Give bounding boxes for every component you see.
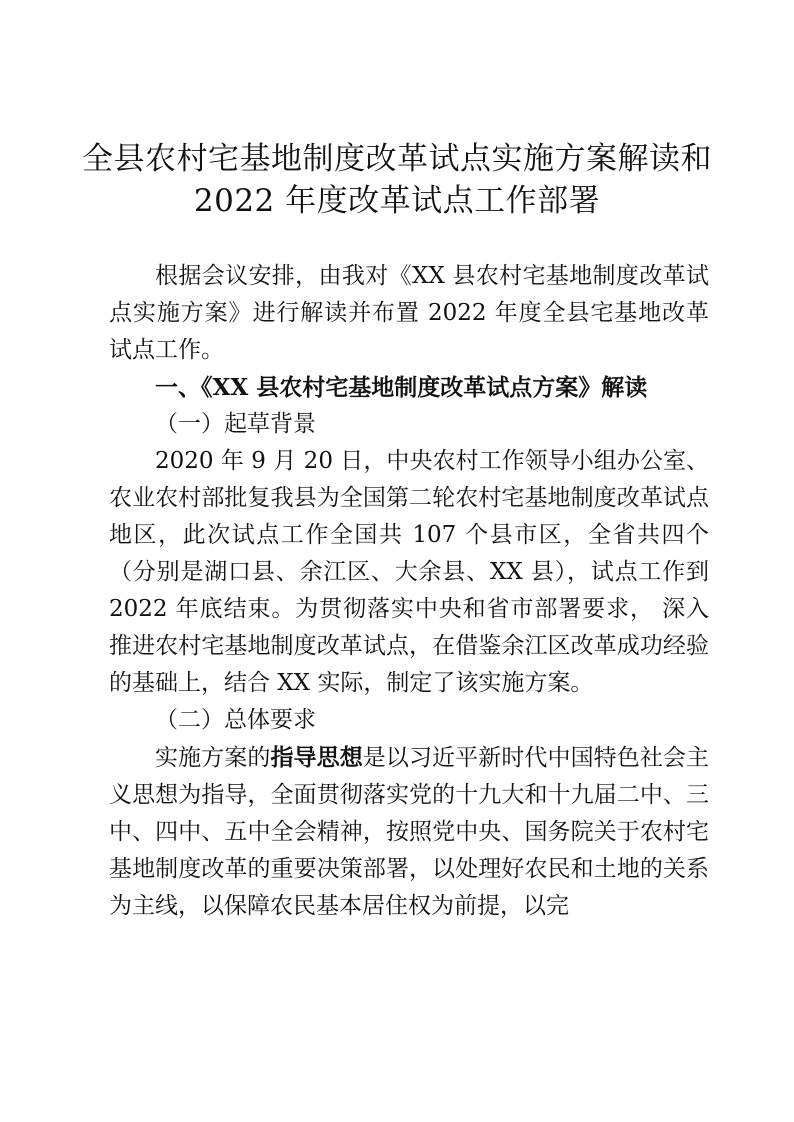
subsection-1-paragraph: 2020 年 9 月 20 日，中央农村工作领导小组办公室、农业农村部批复我县为全国第二轮农村宅基地制度改革试点地区，此次试点工作全国共 107 个县市区，全省共四个（分别是湖口县、余江区、大余县、XX 县），试点工作到 2022 年底结束。为贯彻落实中央和省市部署要求， 深入推进农村宅基地制度改革试点，在借鉴余江区改革成功经验的基础上，结合 XX 实际，制定了该实施方案。: [109, 448, 709, 696]
subsection-1-heading: （一）起草背景: [155, 411, 316, 437]
guiding-ideology-term: 指导思想: [270, 744, 363, 771]
subsection-2-heading: （二）总体要求: [155, 707, 316, 733]
section-1-heading: 一、《XX 县农村宅基地制度改革试点方案》解读: [155, 374, 648, 401]
paragraph-prefix: 实施方案的: [155, 745, 271, 771]
document-body: [109, 258, 709, 925]
title-line-2: 2022 年度改革试点工作部署: [193, 183, 601, 219]
title-line-1: 全县农村宅基地制度改革试点实施方案解读和: [82, 141, 712, 177]
intro-paragraph: 根据会议安排，由我对《XX 县农村宅基地制度改革试点实施方案》进行解读并布置 2022 年度全县宅基地改革试点工作。: [109, 263, 709, 363]
document-title: [80, 138, 714, 222]
subsection-2-paragraph: [109, 739, 709, 925]
paragraph-continuation: 是以习近平新时代中国特色社会主义思想为指导，全面贯彻落实党的十九大和十九届二中、三中、四中、五中全会精神，按照党中央、国务院关于农村宅基地制度改革的重要决策部署，以处理好农民和土地的关系为主线，以保障农民基本居住权为前提，以完: [109, 745, 710, 919]
